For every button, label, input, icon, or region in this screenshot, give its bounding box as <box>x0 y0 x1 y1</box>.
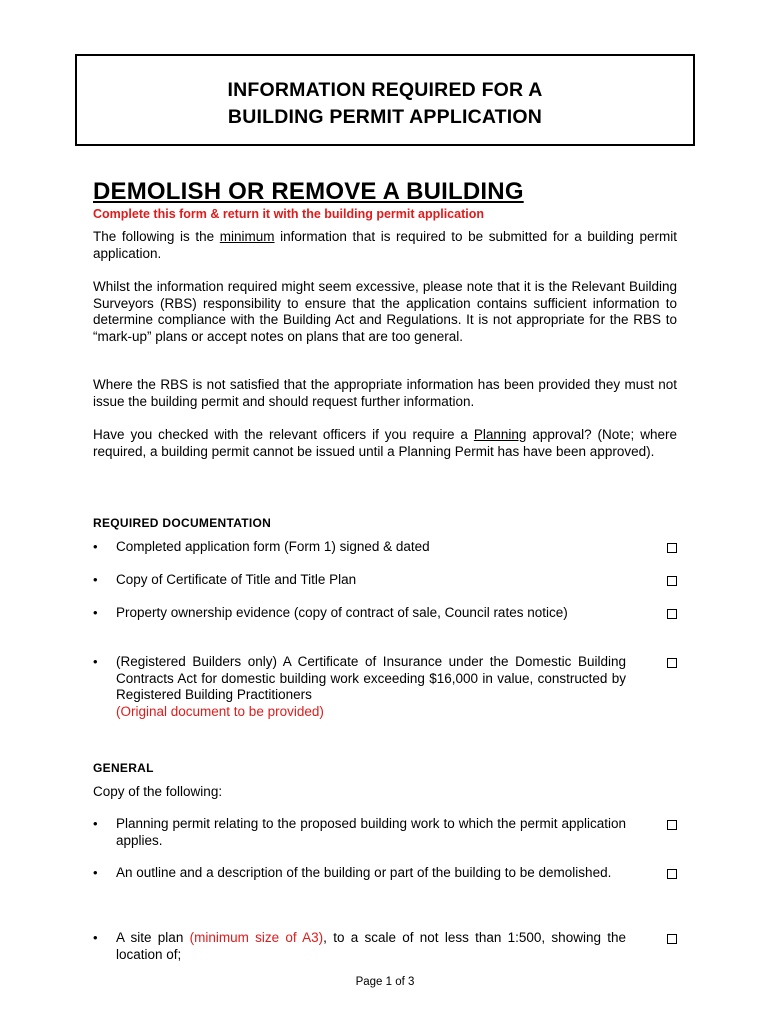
header-line-2: BUILDING PERMIT APPLICATION <box>227 106 543 128</box>
checkbox[interactable] <box>667 934 677 944</box>
checkbox[interactable] <box>667 658 677 668</box>
bullet: • <box>93 605 98 620</box>
checkbox[interactable] <box>667 543 677 553</box>
list-item-text: Copy of Certificate of Title and Title Plan <box>116 572 357 587</box>
page-number: Page 1 of 3 <box>355 976 415 988</box>
bullet: • <box>93 930 98 945</box>
bullet: • <box>93 816 98 831</box>
intro-paragraph-3: Where the RBS is not satisfied that the appropriate information has been provided they must not issue the building permit and should request further information. <box>93 377 677 409</box>
list-item-text: An outline and a description of the building or part of the building to be demolished. <box>116 865 612 880</box>
required-documentation-heading: REQUIRED DOCUMENTATION <box>93 516 272 530</box>
original-document-note: (Original document to be provided) <box>116 703 324 719</box>
intro-paragraph-4: Have you checked with the relevant officers if you require a Planning approval? (Note; where required, a building permit cannot be issued until a Planning Permit has have been approved). <box>93 427 677 459</box>
checkbox[interactable] <box>667 609 677 619</box>
intro-paragraph-2: Whilst the information required might seem excessive, please note that it is the Relevant Building Surveyors (RBS) responsibility to ensure that the application contains sufficient information to determine compliance with the Building Act and Regulations. It is not appropriate for the RBS to “mark-up” plans or accept notes on plans that are too general. <box>93 279 677 344</box>
list-item-text: Planning permit relating to the proposed building work to which the permit application applies. <box>116 816 626 848</box>
list-item-text: Property ownership evidence (copy of contract of sale, Council rates notice) <box>116 605 568 620</box>
intro-paragraph-1: The following is the minimum information that is required to be submitted for a building permit application. <box>93 229 678 261</box>
list-item-text: A site plan (minimum size of A3), to a scale of not less than 1:500, showing the location of; <box>116 930 626 962</box>
general-heading: GENERAL <box>93 761 154 775</box>
planning-underline: Planning <box>473 427 527 442</box>
bullet: • <box>93 654 98 669</box>
checkbox[interactable] <box>667 576 677 586</box>
minimum-size-note: (minimum size of A3) <box>189 930 324 945</box>
list-item-text: (Registered Builders only) A Certificate of Insurance under the Domestic Building Contracts Act for domestic building work exceeding $16,000 in value, constructed by Registered Building Practitioners (Original document to be provided) <box>116 654 626 719</box>
bullet: • <box>93 865 98 880</box>
list-item-text: Completed application form (Form 1) signed & dated <box>116 539 430 554</box>
checkbox[interactable] <box>667 869 677 879</box>
general-intro: Copy of the following: <box>93 784 223 799</box>
bullet: • <box>93 539 98 554</box>
minimum-underline: minimum <box>219 229 275 244</box>
form-subtitle: Complete this form & return it with the building permit application <box>93 207 484 221</box>
checkbox[interactable] <box>667 820 677 830</box>
header-line-1: INFORMATION REQUIRED FOR A <box>227 79 543 101</box>
page-title: DEMOLISH OR REMOVE A BUILDING <box>93 178 524 205</box>
bullet: • <box>93 572 98 587</box>
document-header-box <box>75 54 695 146</box>
